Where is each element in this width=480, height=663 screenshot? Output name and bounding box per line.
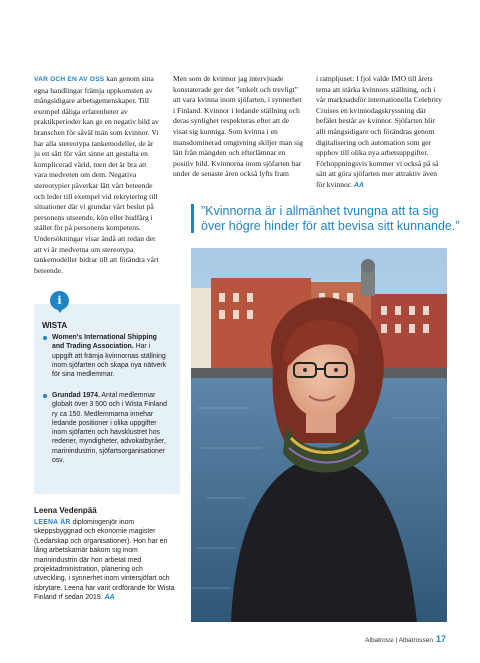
author-name: Leena Vedenpää bbox=[34, 506, 97, 515]
fact-item-heading: Grundad 1974. bbox=[52, 392, 100, 399]
fact-item bbox=[52, 391, 170, 465]
info-icon: i bbox=[50, 291, 69, 310]
article-end-mark: AA bbox=[353, 181, 364, 189]
article-col1-text: kan genom sina egna handlingar främja uppkomsten av mångsidigare arbetsgemenskaper. Till exempel dåliga erfarenheter av praktikperioder kan ge en negativ bild av branschen för såväl män som kvinnor. Vi har alla stereotypa tankemodeller, de är ju ett sätt för vårt sinne att gestalta en komplicerad värld, men det är bra att vara medveten om dem. Negativa stereotypier påverkar lätt vårt beteende och leder till exempel vid rekrytering till situationer där vi grundar vårt beslut på personens utseende, kön eller hudfärg i stället för på personens kompetens. Undersökningar visar ändå att redan det att vi är medvetna om stereotypa tankemodeller bidrar till att förändra vårt beteende. bbox=[34, 74, 159, 275]
publication-name: Albatrossi | Albatrossen bbox=[365, 637, 433, 644]
author-bio bbox=[34, 518, 176, 603]
article-column-1 bbox=[34, 74, 160, 276]
pull-quote bbox=[191, 204, 463, 233]
page-footer bbox=[365, 634, 446, 644]
author-bio-text: diplomingenjör inom skeppsbyggnad och ekonomie magister (Ledarskap och organisationer). Hon har en lång arbetskarriär bakom sig inom marinindustrin där hon arbetat med projektadministration, planering och utveckling, i synnerhet inom vintersjöfart och isbrytare. Leena har varit ordförande för Wista Finland rf sedan 2019. bbox=[34, 519, 175, 602]
portrait-photo bbox=[191, 248, 447, 622]
fact-item-text: Har i uppgift att främja kvinnornas ställning inom sjöfarten och skapa nya nätverk för sina medlemmar. bbox=[52, 343, 167, 379]
fact-item-text: Antal medlemmar globalt över 3 500 och i Wista Finland ry ca 150. Medlemmarna innehar ledande positioner i olika uppgifter inom sjöfarten och havsklustret hos rederier, myndigheter, advokatbyråer, marinindustrin, sjöfartsorganisationer osv. bbox=[52, 392, 167, 465]
pull-quote-text: ”Kvinnorna är i allmänhet tvungna att ta sig över högre hinder för att bevisa sitt kunnande.” bbox=[201, 204, 460, 233]
article-lead-in: VAR OCH EN AV OSS bbox=[34, 76, 105, 83]
page-number: 17 bbox=[435, 634, 446, 644]
bullet-icon bbox=[43, 336, 47, 340]
article-column-2 bbox=[173, 74, 304, 180]
article-col3-text: i rampljuset: I fjol valde IMO till årets tema att stärka kvinnors ställning, och i vår marknadsför internationella Celebrity Cruises en kvinnodagskryssning där befälet består av kvinnor. Sjöfarten blir allt mångsidigare och förändras genom digitalisering och automation som ger upphov till olika nya arbetsuppgifter. Förhoppningsvis kommer vi också på så sätt att göra sjöfarten mer attraktiv även för kvinnor. bbox=[316, 74, 442, 189]
article-column-3 bbox=[316, 74, 445, 192]
fact-box-title: WISTA bbox=[42, 321, 68, 330]
bio-end-mark: AA bbox=[104, 594, 115, 602]
article-col2-text: Men som de kvinnor jag intervjuade konstaterade ger det ”enkelt och trevligt” att vara kvinna inom sjöfarten, i synnerhet i Finland. Kvinnor i ledande ställning och deras synlighet respekteras efter att de visat sig kunniga. Som kvinna i en mansdominerad omgivning skiljer man sig lätt från mängden och efterlämnar en positiv bild. Kvinnorna inom sjöfarten har under de senaste åren också lyfts fram bbox=[173, 74, 303, 179]
author-bio-lead: LEENA ÄR bbox=[34, 519, 71, 526]
bullet-icon bbox=[43, 394, 47, 398]
fact-item-heading: Women's International Shipping and Trading Association. bbox=[52, 334, 157, 351]
fact-item bbox=[52, 333, 170, 379]
